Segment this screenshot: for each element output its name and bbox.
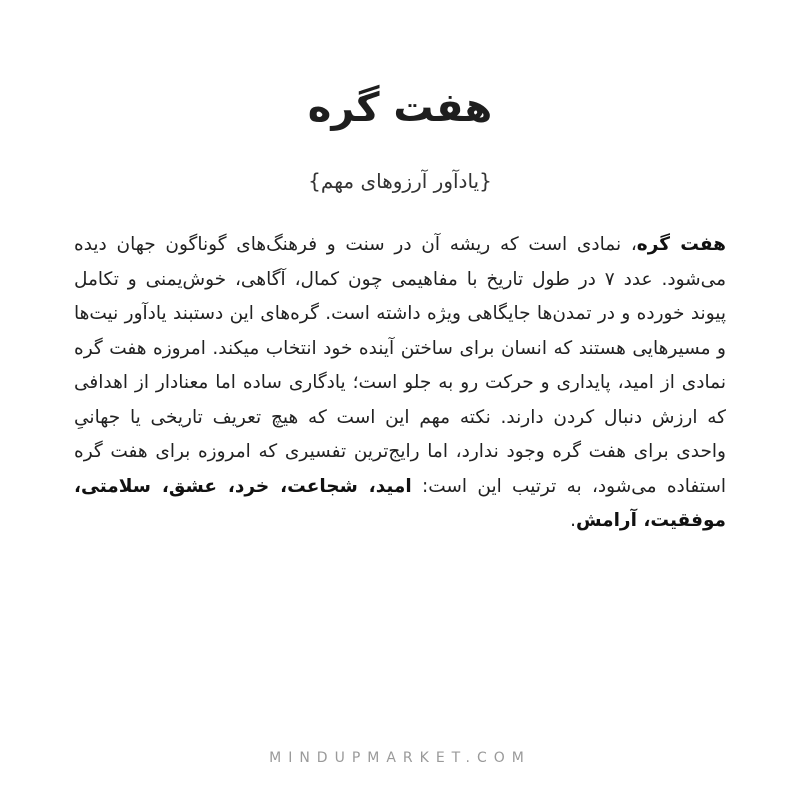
page-title: هفت گره — [307, 85, 493, 131]
seven-values-list: امید، شجاعت، خرد، عشق، سلامتی، موفقیت، آرامش — [74, 475, 726, 531]
body-text-end: . — [570, 510, 576, 531]
subtitle: {یادآور آرزوهای مهم} — [308, 169, 492, 193]
body-paragraph — [74, 228, 726, 539]
body-text-main: ، نمادی است که ریشه آن در سنت و فرهنگ‌های گوناگون جهان دیده می‌شود. عدد ۷ در طول تاریخ با مفاهیمی چون کمال، آگاهی، خوش‌یمنی و تکامل پیوند خورده و در تمدن‌ها جایگاهی ویژه داشته است. گره‌های این دستبند یادآور نیت‌ها و مسیرهایی هستند که انسان برای ساختن آینده خود انتخاب میکند. امروزه هفت گره نمادی از امید، پایداری و حرکت رو به جلو است؛ یادگاری ساده اما معنادار از اهدافی که ارزش دنبال کردن دارند. نکته مهم این است که هیچ تعریف تاریخی یا جهانیِ واحدی برای هفت گره وجود ندارد، اما رایج‌ترین تفسیری که امروزه برای هفت گره استفاده می‌شود، به ترتیب این است: — [74, 234, 726, 497]
intro-bold-term: هفت گره — [636, 234, 726, 255]
footer-site-url: MINDUPMARKET.COM — [269, 750, 531, 766]
